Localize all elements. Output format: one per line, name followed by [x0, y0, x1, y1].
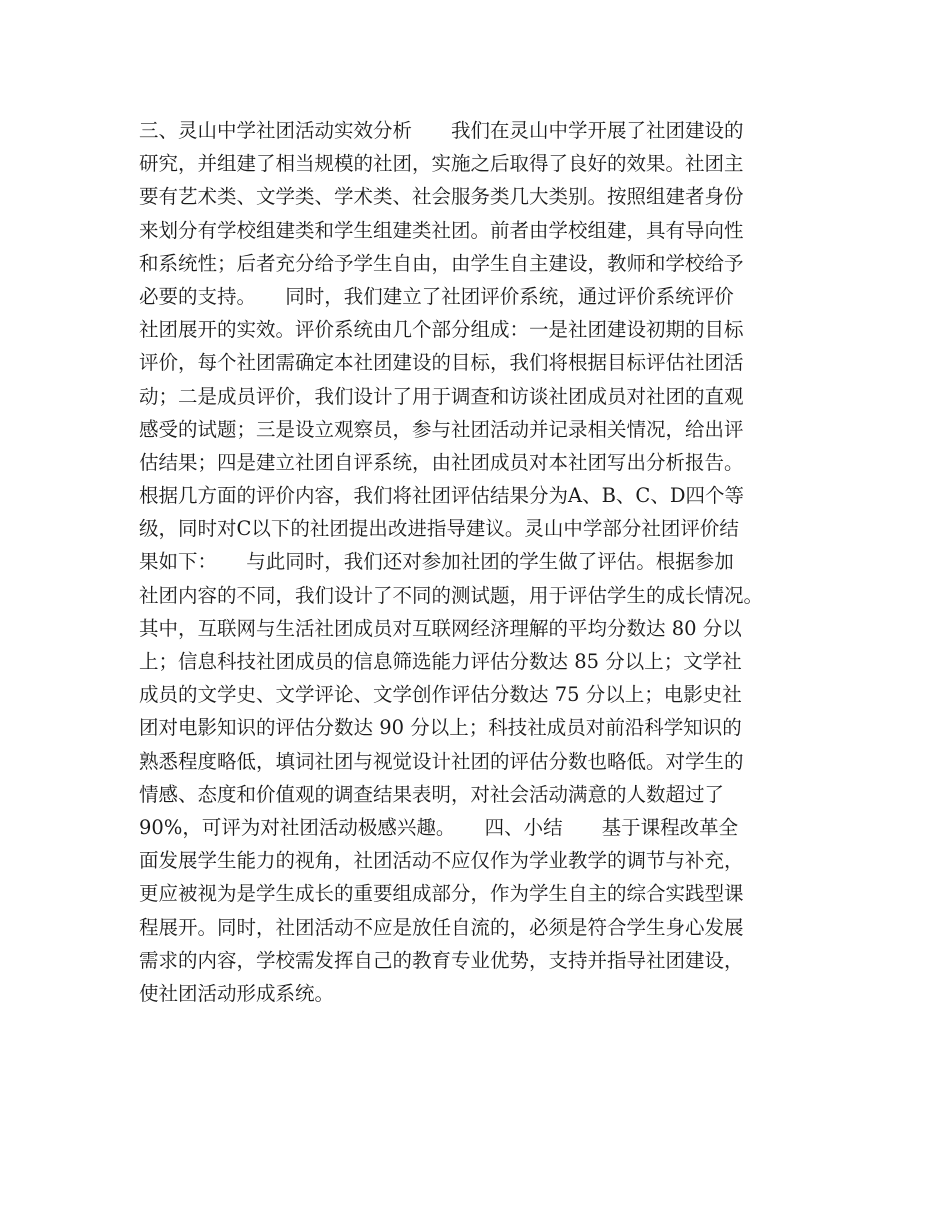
text-line: 90%，可评为对社团活动极感兴趣。 四、小结 基于课程改革全	[139, 815, 739, 839]
text-line: 研究，并组建了相当规模的社团，实施之后取得了良好的效果。社团主	[139, 152, 744, 176]
text-line: 面发展学生能力的视角，社团活动不应仅作为学业教学的调节与补充，	[139, 849, 744, 873]
text-line: 团对电影知识的评估分数达 90 分以上；科技社成员对前沿科学知识的	[139, 716, 742, 740]
text-line: 果如下： 与此同时，我们还对参加社团的学生做了评估。根据参加	[139, 550, 734, 574]
text-line: 来划分有学校组建类和学生组建类社团。前者由学校组建，具有导向性	[139, 218, 744, 242]
text-line: 动；二是成员评价，我们设计了用于调查和访谈社团成员对社团的直观	[139, 384, 744, 408]
text-line: 级，同时对C以下的社团提出改进指导建议。灵山中学部分社团评价结	[139, 517, 739, 541]
text-line: 要有艺术类、文学类、学术类、社会服务类几大类别。按照组建者身份	[139, 185, 744, 209]
text-line: 需求的内容，学校需发挥自己的教育专业优势，支持并指导社团建设，	[139, 948, 744, 972]
body-text	[139, 114, 829, 1010]
text-line: 社团内容的不同，我们设计了不同的测试题，用于评估学生的成长情况。	[139, 583, 764, 607]
text-line: 使社团活动形成系统。	[139, 981, 335, 1005]
text-line: 更应被视为是学生成长的重要组成部分，作为学生自主的综合实践型课	[139, 882, 744, 906]
text-line: 必要的支持。 同时，我们建立了社团评价系统，通过评价系统评价	[139, 284, 734, 308]
text-line: 熟悉程度略低，填词社团与视觉设计社团的评估分数也略低。对学生的	[139, 749, 744, 773]
text-line: 感受的试题；三是设立观察员，参与社团活动并记录相关情况，给出评	[139, 417, 744, 441]
text-line: 估结果；四是建立社团自评系统，由社团成员对本社团写出分析报告。	[139, 450, 744, 474]
text-line: 根据几方面的评价内容，我们将社团评估结果分为A、B、C、D四个等	[139, 484, 744, 508]
text-line: 和系统性；后者充分给予学生自由，由学生自主建设，教师和学校给予	[139, 251, 744, 275]
text-line: 程展开。同时，社团活动不应是放任自流的，必须是符合学生身心发展	[139, 915, 744, 939]
text-line: 社团展开的实效。评价系统由几个部分组成：一是社团建设初期的目标	[139, 318, 744, 342]
text-line: 三、灵山中学社团活动实效分析 我们在灵山中学开展了社团建设的	[139, 119, 744, 142]
text-line: 上；信息科技社团成员的信息筛选能力评估分数达 85 分以上；文学社	[139, 650, 742, 673]
text-line: 其中，互联网与生活社团成员对互联网经济理解的平均分数达 80 分以	[139, 616, 742, 640]
text-line: 成员的文学史、文学评论、文学创作评估分数达 75 分以上；电影史社	[139, 683, 742, 707]
text-line: 评价，每个社团需确定本社团建设的目标，我们将根据目标评估社团活	[139, 351, 744, 375]
text-line: 情感、态度和价值观的调查结果表明，对社会活动满意的人数超过了	[139, 782, 725, 806]
